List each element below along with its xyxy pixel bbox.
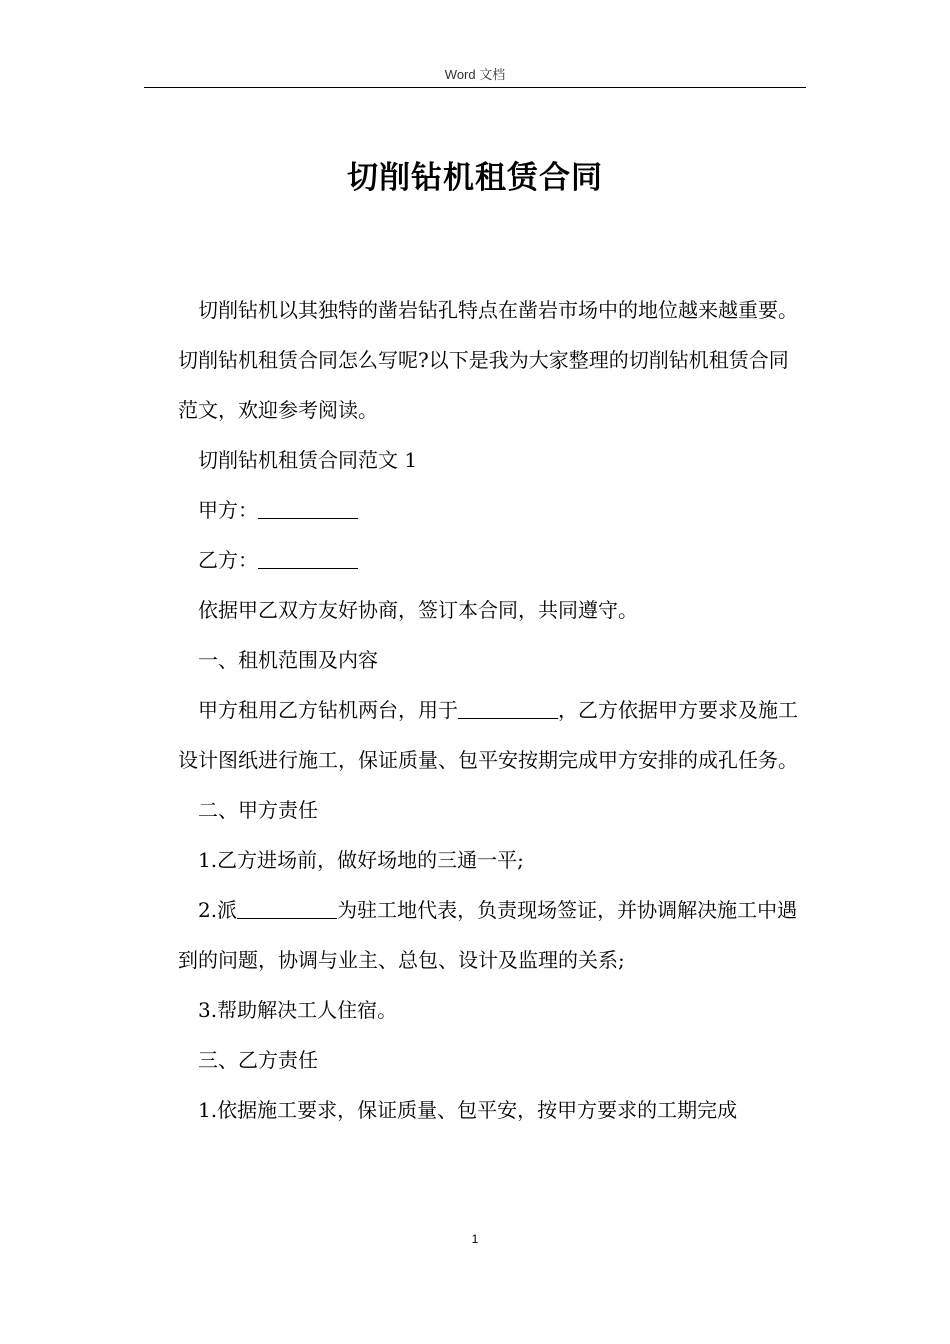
section-2-item-2-after: 为驻工地代表，负责现场签证，并协调解决施工中遇到的问题，协调与业主、总包、设计及监理的关系; bbox=[178, 898, 798, 972]
party-b-line bbox=[178, 535, 808, 585]
section-3-item-1: 1.依据施工要求，保证质量、包平安，按甲方要求的工期完成 bbox=[198, 1098, 738, 1122]
agreement-paragraph: 依据甲乙双方友好协商，签订本合同，共同遵守。 bbox=[198, 598, 638, 622]
document-body bbox=[178, 285, 808, 1135]
section-1-paragraph bbox=[178, 685, 808, 785]
document-title: 切削钻机租赁合同 bbox=[347, 160, 603, 196]
section-2-item-2 bbox=[178, 885, 808, 985]
section-3-heading: 三、乙方责任 bbox=[198, 1048, 318, 1072]
section-2-item-2-before: 2.派 bbox=[198, 898, 238, 922]
party-b-label: 乙方： bbox=[198, 548, 258, 572]
party-a-label: 甲方： bbox=[198, 498, 258, 522]
page-header: Word 文档 bbox=[444, 67, 506, 82]
section-2-item-3: 3.帮助解决工人住宿。 bbox=[198, 998, 398, 1022]
header-divider bbox=[144, 87, 806, 88]
party-a-line bbox=[178, 485, 808, 535]
section-2-heading: 二、甲方责任 bbox=[198, 798, 318, 822]
section-2-item-1: 1.乙方进场前，做好场地的三通一平; bbox=[198, 848, 524, 872]
usage-blank bbox=[458, 696, 558, 719]
intro-paragraph: 切削钻机以其独特的凿岩钻孔特点在凿岩市场中的地位越来越重要。切削钻机租赁合同怎么写呢?以下是我为大家整理的切削钻机租赁合同范文，欢迎参考阅读。 bbox=[178, 298, 798, 422]
party-a-blank bbox=[258, 496, 358, 519]
section-1-heading: 一、租机范围及内容 bbox=[198, 648, 378, 672]
sample-heading: 切削钻机租赁合同范文 1 bbox=[198, 448, 418, 472]
representative-blank bbox=[237, 896, 337, 919]
section-1-text-before: 甲方租用乙方钻机两台，用于 bbox=[198, 698, 458, 722]
page-number: 1 bbox=[471, 1232, 479, 1246]
section-1-text-after: ，乙方依据甲方要求及施工设计图纸进行施工，保证质量、包平安按期完成甲方安排的成孔任务。 bbox=[178, 698, 798, 772]
party-b-blank bbox=[258, 546, 358, 569]
